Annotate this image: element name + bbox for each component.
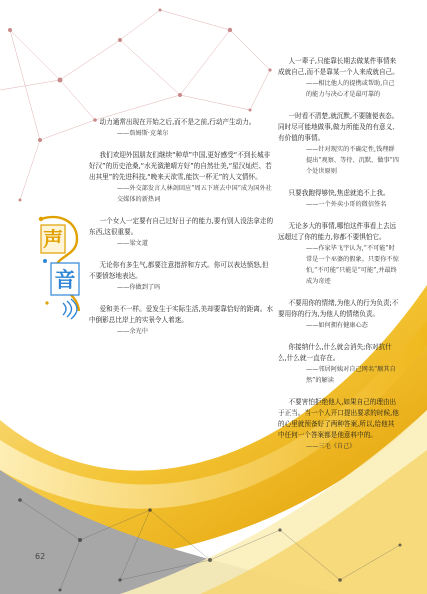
quote-attribution: ——梁文道 [117,240,148,247]
quote-text: 爱和美不一样。爱发生于实际生活,美却要靠恰好的距离。水中倒影总比岸上的实景令人着迷。 [89,305,274,324]
quote-text: 无论多大的事情,哪怕这件事看上去远远超过了你的能力,你都不要惧怕它。 [278,222,397,241]
section-label-voice [37,203,85,323]
quote-attribution: ——针对现实的不确定性,钱理群提出“观察、等待、沉默、做事”四个处世原则 [306,146,399,175]
left-column [89,117,274,337]
quote-text: 人一辈子,只能靠长期去做某件事情来成就自己,而不是靠某一个人来成就自己。 [278,57,399,76]
paragraph-spacer [89,249,274,260]
quote-text: 你接纳什么,什么就会消失;你对抗什么,什么就一直存在。 [278,343,392,362]
quote-attribution: ——相比他人的提携或帮助,自己的能力与决心才是最可靠的 [306,80,395,98]
quote-text: 不要用你的情绪,为他人的行为负责;不要用你的行为,为他人的情绪负责。 [278,299,399,318]
paragraph-spacer [89,205,274,216]
quote-text: 不要害怕拒绝他人,如果自己的理由出于正当。当一个人开口提出要求的时候,他的心里就预备好了两种答案,所以,给他其中任何一个答案都是他意料中的。 [278,398,399,439]
label-char-top: 声 [43,227,63,251]
paragraph-spacer [278,210,400,221]
paragraph-spacer [278,287,400,298]
paragraph-spacer [278,386,400,397]
paragraph-spacer [89,139,274,150]
right-column [278,56,400,452]
quote-attribution: ——余光中 [117,328,148,335]
quote-text: 我们欢迎外国朋友们继续“种草”中国,更好感受“不到长城非好汉”的历史沧桑,“水光潋滟晴方好”的自然壮美,“星汉灿烂、若出其里”的先进科技,“晚来天欲雪,能饮一杯无”的人文情怀。 [89,151,272,181]
page-number: 62 [35,552,46,561]
label-char-bottom: 音 [54,267,76,292]
quote-text: 一时看不清楚,就沉默,不要随便表态。同时尽可能地做事,做力所能及的有意义、有价值的事情。 [278,112,399,142]
section-label-art [37,203,85,323]
quote-text: 只要我跑得够快,焦虑就追不上我。 [288,189,390,197]
quote-text: 一个女人一定要有自己过好日子的能力,要有别人没法拿走的东西,这很重要。 [89,217,274,236]
quote-text: 动力通常出现在开始之后,而不是之前,行动产生动力。 [99,118,256,126]
quote-attribution: ——如何拥有健康心态 [306,322,368,329]
quote-attribution: ——一个外卖小哥的微信签名 [306,201,387,208]
paragraph-spacer [278,100,400,111]
quote-text: 无论你有多生气,都要注意措辞和方式。你可以表达愤怒,但不要愤怒地表达。 [89,261,269,280]
paragraph-spacer [89,293,274,304]
quote-attribution: ——外交部发言人林剑回应“周五下班去中国”成为国外社交媒体的新热词 [117,185,272,203]
quote-attribution: ——邻居阿姨对自己网名“顺其自然”的解读 [306,366,396,384]
paragraph-spacer [278,177,400,188]
quote-attribution: ——三毛《自己》 [306,443,356,450]
quote-attribution: ——詹姆斯·克莱尔 [117,130,169,137]
quote-attribution: ——你做到了吗 [117,284,161,291]
paragraph-spacer [278,331,400,342]
quote-attribution: ——作家毕飞宇认为,“不可能”时常是一个巫婆的假象。只要你不惊怕,“不可能”只能是“可能”,并最终成为奇迹 [306,245,399,285]
